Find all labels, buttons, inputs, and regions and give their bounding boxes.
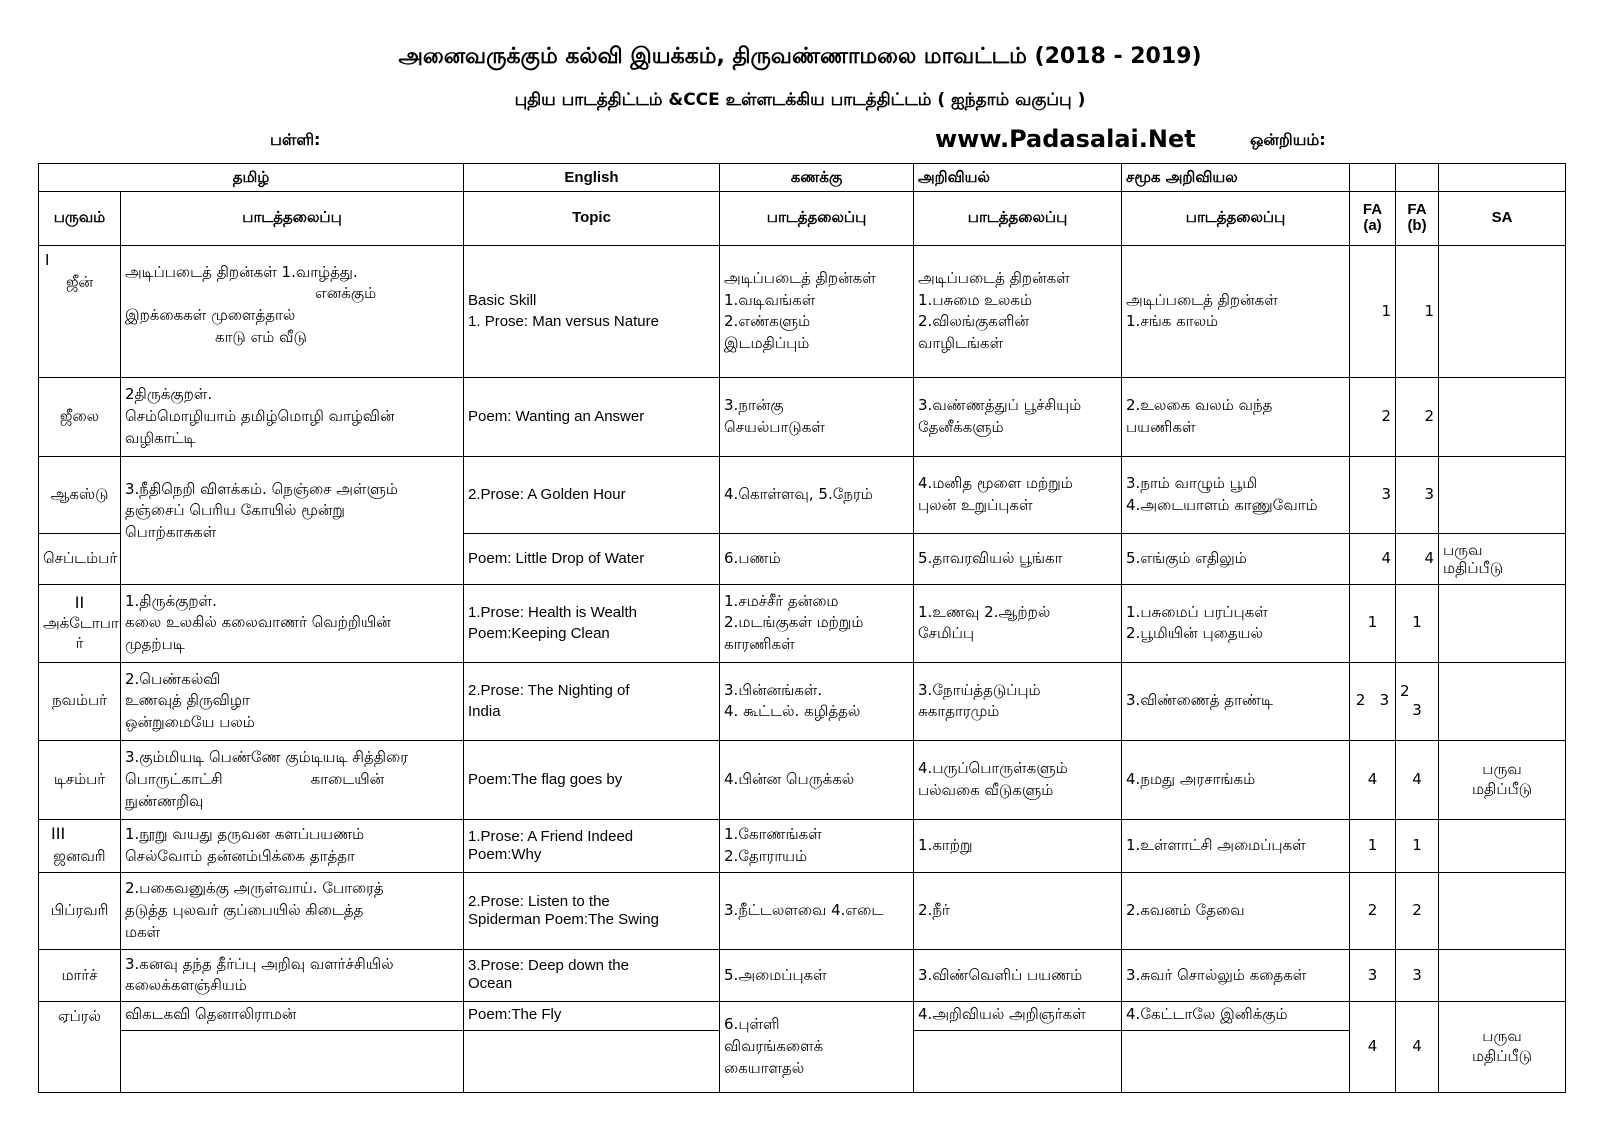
syllabus-table	[38, 163, 1566, 1093]
col-fa-b-line2: (b)	[1407, 217, 1427, 235]
blank-cell	[1396, 164, 1439, 192]
text-line: நுண்ணறிவு	[125, 791, 204, 810]
month-label: ஏப்ரல்	[39, 1001, 121, 1092]
table-row	[39, 662, 1566, 741]
fa-a-cell: 2	[1350, 378, 1396, 457]
col-social-topic: பாடத்தலைப்பு	[1122, 191, 1350, 245]
text-line: இறக்கைகள் முளைத்தால்	[125, 306, 296, 325]
text-line: எனக்கும்	[315, 284, 377, 303]
term-label: I	[45, 250, 50, 269]
science-cell: 2.நீர்	[914, 872, 1122, 950]
month-label: ஜீன்	[65, 272, 94, 291]
subject-header-row	[39, 164, 1566, 192]
fa-a-cell	[1350, 662, 1396, 741]
text-line: அடிப்படைத் திறன்கள்	[724, 268, 876, 287]
fa-value: 2	[1400, 681, 1410, 700]
fa-b-cell: 4	[1396, 534, 1439, 585]
text-line: 2.பூமியின் புதையல்	[1126, 624, 1263, 643]
table-row	[39, 378, 1566, 457]
maths-cell	[720, 819, 914, 872]
month-label: ஜனவரி	[53, 846, 106, 865]
social-cell: 4.கேட்டாலே இனிக்கும்	[1122, 1001, 1350, 1030]
text-line: 1.சமச்சீர் தன்மை	[724, 591, 839, 610]
social-cell	[1122, 456, 1350, 534]
text-line: 1.பசுமைப் பரப்புகள்	[1126, 602, 1268, 621]
maths-cell: 4.கொள்ளவு, 5.நேரம்	[720, 456, 914, 534]
text-line: 2.உலகை வலம் வந்த	[1126, 396, 1273, 415]
text-line: 2.விலங்குகளின்	[918, 312, 1029, 331]
text-line: செம்மொழியாம் தமிழ்மொழி வாழ்வின்	[125, 407, 395, 426]
subject-maths: கணக்கு	[720, 164, 914, 192]
text-line: கலை உலகில் கலைவாணர் வெற்றியின்	[125, 613, 391, 632]
text-line: 2.மடங்குகள் மற்றும்	[724, 613, 864, 632]
text-line: Spiderman Poem:The Swing	[468, 910, 659, 928]
english-cell	[464, 950, 720, 1002]
text-line: மகள்	[125, 922, 161, 941]
social-cell	[1122, 584, 1350, 662]
fa-a-cell: 1	[1350, 245, 1396, 377]
sa-cell	[1439, 456, 1566, 534]
col-english-topic: Topic	[464, 191, 720, 245]
english-cell	[464, 662, 720, 741]
text-line: புலன் உறுப்புகள்	[918, 496, 1033, 514]
social-cell: 5.எங்கும் எதிலும்	[1122, 534, 1350, 585]
table-row	[39, 872, 1566, 950]
text-line: 3.வண்ணத்துப் பூச்சியும்	[918, 396, 1082, 415]
fa-b-cell: 1	[1396, 584, 1439, 662]
blank-cell	[1439, 164, 1566, 192]
sa-cell	[1439, 950, 1566, 1002]
subject-english: English	[464, 164, 720, 192]
text-line: பயணிகள்	[1126, 417, 1196, 436]
month-label: டிசம்பர்	[39, 741, 121, 820]
page-subtitle: புதிய பாடத்திட்டம் &CCE உள்ளடக்கிய பாடத்திட்டம் ( ஐந்தாம் வகுப்பு )	[514, 90, 1086, 110]
science-cell: 4.அறிவியல் அறிஞர்கள்	[914, 1001, 1122, 1030]
text-line: 1.வடிவங்கள்	[724, 290, 816, 309]
english-cell	[464, 245, 720, 377]
text-part: காடையின்	[310, 770, 385, 789]
english-cell: Poem:The Fly	[464, 1001, 720, 1030]
text-line: சுகாதாரமும்	[918, 702, 1000, 721]
tamil-cell	[121, 662, 464, 741]
text-line: பருவ	[1482, 760, 1522, 779]
tamil-cell	[121, 950, 464, 1002]
text-part: பொருட்காட்சி	[125, 770, 223, 789]
table-row	[39, 819, 1566, 872]
text-line: கலைக்களஞ்சியம்	[125, 976, 247, 995]
science-cell: 3.விண்வெளிப் பயணம்	[914, 950, 1122, 1002]
science-cell	[914, 245, 1122, 377]
month-label: மார்ச்	[39, 950, 121, 1002]
term-label: III	[51, 823, 66, 843]
text-line: அடிப்படைத் திறன்கள்	[918, 268, 1070, 287]
science-cell: 1.காற்று	[914, 819, 1122, 872]
social-cell: 2.கவனம் தேவை	[1122, 872, 1350, 950]
text-line: பொற்காசுகள்	[125, 523, 217, 542]
fa-value: 3	[1412, 701, 1422, 720]
tamil-cell	[121, 456, 464, 584]
text-line: 2.தோராயம்	[724, 846, 808, 865]
maths-cell	[720, 245, 914, 377]
text-line: வழிகாட்டி	[125, 428, 196, 447]
fa-a-cell: 3	[1350, 950, 1396, 1002]
text-line: 3.நோய்த்தடுப்பும்	[918, 680, 1041, 699]
union-label: ஒன்றியம்:	[1250, 130, 1326, 149]
social-cell	[1122, 378, 1350, 457]
tamil-cell	[121, 584, 464, 662]
month-label: செப்டம்பர்	[39, 534, 121, 585]
table-row	[39, 1001, 1566, 1030]
english-cell	[464, 584, 720, 662]
text-line: சேமிப்பு	[918, 624, 975, 643]
text-line: 3.நாம் வாழும் பூமி	[1126, 474, 1258, 493]
blank-cell	[1350, 164, 1396, 192]
sa-cell	[1439, 378, 1566, 457]
english-cell	[464, 819, 720, 872]
fa-a-cell: 4	[1350, 741, 1396, 820]
fa-b-cell: 2	[1396, 378, 1439, 457]
sa-cell	[1439, 1001, 1566, 1092]
website-link[interactable]: www.Padasalai.Net	[935, 125, 1196, 153]
fa-b-cell: 3	[1396, 456, 1439, 534]
fa-b-cell: 1	[1396, 819, 1439, 872]
column-header-row	[39, 191, 1566, 245]
social-cell: 3.விண்ணைத் தாண்டி	[1122, 662, 1350, 741]
term-month-cell	[39, 245, 121, 377]
text-line: ஒன்றுமையே பலம்	[125, 713, 255, 732]
text-line: செயல்பாடுகள்	[724, 417, 825, 436]
text-line: 1.பசுமை உலகம்	[918, 290, 1033, 309]
fa-value: 3	[1379, 691, 1390, 710]
text-line: 6.புள்ளி	[724, 1015, 780, 1034]
text-line: Poem:Keeping Clean	[468, 625, 610, 643]
text-line: 2.எண்களும்	[724, 312, 811, 331]
text-line: செல்வோம் தன்னம்பிக்கை தாத்தா	[125, 846, 355, 865]
science-cell	[914, 456, 1122, 534]
maths-cell: 4.பின்ன பெருக்கல்	[720, 741, 914, 820]
text-line: காடு எம் வீடு	[215, 327, 307, 346]
text-line: 1.Prose: Health is Wealth	[468, 603, 637, 621]
text-line: 1.திருக்குறள்.	[125, 591, 217, 610]
tamil-cell	[121, 741, 464, 820]
sa-cell	[1439, 741, 1566, 820]
text-line: தேனீக்களும்	[918, 417, 1004, 436]
science-cell	[914, 584, 1122, 662]
maths-cell	[720, 584, 914, 662]
fa-a-cell: 3	[1350, 456, 1396, 534]
col-fa-a-line2: (a)	[1363, 217, 1382, 235]
col-fa-a	[1350, 191, 1396, 245]
sa-cell	[1439, 872, 1566, 950]
subject-science: அறிவியல்	[914, 164, 1122, 192]
social-cell	[1122, 245, 1350, 377]
text-line: 3.நீதிநெறி விளக்கம். நெஞ்சை அள்ளும்	[125, 479, 398, 498]
col-science-topic: பாடத்தலைப்பு	[914, 191, 1122, 245]
text-line: 4.அடையாளம் காணுவோம்	[1126, 496, 1318, 514]
fa-b-cell: 4	[1396, 1001, 1439, 1092]
sa-cell	[1439, 245, 1566, 377]
maths-cell: 5.அமைப்புகள்	[720, 950, 914, 1002]
english-cell: Poem:The flag goes by	[464, 741, 720, 820]
col-fa-a-line1: FA	[1362, 200, 1383, 218]
maths-cell	[720, 1001, 914, 1092]
text-line	[125, 769, 459, 791]
school-label: பள்ளி:	[270, 130, 321, 149]
social-cell: 1.உள்ளாட்சி அமைப்புகள்	[1122, 819, 1350, 872]
page-title: அனைவருக்கும் கல்வி இயக்கம், திருவண்ணாமலை மாவட்டம் (2018 - 2019)	[398, 44, 1202, 69]
text-line: Basic Skill	[468, 291, 537, 309]
blank-cell	[464, 1030, 720, 1092]
text-line: Poem:Why	[468, 845, 542, 863]
col-maths-topic: பாடத்தலைப்பு	[720, 191, 914, 245]
maths-cell: 6.பணம்	[720, 534, 914, 585]
social-cell: 4.நமது அரசாங்கம்	[1122, 741, 1350, 820]
month-label: ஆகஸ்டு	[39, 456, 121, 534]
term-month-cell	[39, 584, 121, 662]
text-line: பருவ	[1482, 1027, 1522, 1046]
text-line: வாழிடங்கள்	[918, 334, 1004, 353]
maths-cell	[720, 662, 914, 741]
text-line: மதிப்பீடு	[1443, 559, 1504, 578]
tamil-cell	[121, 378, 464, 457]
text-line: 2.Prose: The Nighting of	[468, 681, 630, 699]
sa-cell	[1439, 819, 1566, 872]
english-cell	[464, 872, 720, 950]
sa-cell	[1439, 534, 1566, 585]
col-term: பருவம்	[39, 191, 121, 245]
sa-cell	[1439, 584, 1566, 662]
text-line: 3.கனவு தந்த தீர்ப்பு அறிவு வளர்ச்சியில்	[125, 954, 394, 973]
fa-b-cell: 2	[1396, 872, 1439, 950]
fa-b-cell	[1396, 662, 1439, 741]
tamil-cell	[121, 872, 464, 950]
text-line: பருவ	[1443, 541, 1483, 560]
text-line: மதிப்பீடு	[1471, 779, 1533, 798]
english-cell: Poem: Wanting an Answer	[464, 378, 720, 457]
fa-a-cell: 4	[1350, 534, 1396, 585]
text-line: 3.நான்கு	[724, 396, 784, 415]
text-line: அடிப்படைத் திறன்கள்	[1126, 290, 1278, 309]
text-line: 2.Prose: Listen to the	[468, 892, 610, 910]
table-row	[39, 245, 1566, 377]
text-line: இடமதிப்பும்	[724, 334, 810, 353]
text-line: 2திருக்குறள்.	[125, 385, 213, 404]
table-row	[39, 741, 1566, 820]
subject-social: சமூக அறிவியல	[1122, 164, 1350, 192]
text-line: 2.பகைவனுக்கு அருள்வாய். போரைத்	[125, 879, 384, 898]
text-line: 1.Prose: A Friend Indeed	[468, 827, 634, 845]
fa-a-cell: 2	[1350, 872, 1396, 950]
text-line: உணவுத் திருவிழா	[125, 691, 250, 710]
science-cell	[914, 378, 1122, 457]
col-tamil-topic: பாடத்தலைப்பு	[121, 191, 464, 245]
science-cell	[914, 741, 1122, 820]
text-line: 4.மனித மூளை மற்றும்	[918, 474, 1073, 493]
term-label: II	[74, 593, 85, 613]
text-line: India	[468, 703, 501, 721]
text-line: Ocean	[468, 975, 513, 993]
fa-a-cell: 1	[1350, 584, 1396, 662]
sa-cell	[1439, 662, 1566, 741]
blank-cell	[121, 1030, 464, 1092]
col-fa-b-line1: FA	[1407, 200, 1427, 218]
month-label: ஜீலை	[39, 378, 121, 457]
text-line: 4. கூட்டல். கழித்தல்	[724, 702, 861, 721]
text-line: கையாளதல்	[724, 1058, 805, 1077]
text-line: 1.கோணங்கள்	[724, 824, 822, 843]
fa-b-cell: 4	[1396, 741, 1439, 820]
text-line: தடுத்த புலவர் குப்பையில் கிடைத்த	[125, 900, 364, 919]
month-label: அக்டோபா	[43, 614, 119, 633]
tamil-cell	[121, 819, 464, 872]
col-sa: SA	[1439, 191, 1566, 245]
text-line: பல்வகை வீடுகளும்	[918, 780, 1054, 799]
month-label: பிப்ரவரி	[39, 872, 121, 950]
month-label: நவம்பர்	[39, 662, 121, 741]
tamil-cell	[121, 245, 464, 377]
fa-b-cell: 1	[1396, 245, 1439, 377]
text-line: 1. Prose: Man versus Nature	[468, 313, 659, 331]
month-label: ர்	[75, 633, 84, 652]
text-line: காரணிகள்	[724, 635, 795, 654]
table-row	[39, 584, 1566, 662]
text-line: மதிப்பீடு	[1471, 1046, 1533, 1065]
text-line: 3.Prose: Deep down the	[468, 957, 629, 975]
science-cell: 5.தாவரவியல் பூங்கா	[914, 534, 1122, 585]
maths-cell: 3.நீட்டலளவை 4.எடை	[720, 872, 914, 950]
term-month-cell	[39, 819, 121, 872]
tamil-cell: விகடகவி தெனாலிராமன்	[121, 1001, 464, 1030]
col-fa-b	[1396, 191, 1439, 245]
text-line: 3.பின்னங்கள்.	[724, 680, 823, 699]
maths-cell	[720, 378, 914, 457]
text-line: தஞ்சைப் பெரிய கோயில் மூன்று	[125, 501, 345, 520]
text-line: 1.நூறு வயது தருவன களப்பயணம்	[125, 824, 365, 843]
fa-value: 2	[1355, 691, 1366, 710]
blank-cell	[914, 1030, 1122, 1092]
english-cell: Poem: Little Drop of Water	[464, 534, 720, 585]
text-line: அடிப்படைத் திறன்கள் 1.வாழ்த்து.	[125, 262, 358, 281]
fa-b-cell: 3	[1396, 950, 1439, 1002]
text-line: விவரங்களைக்	[724, 1037, 824, 1056]
text-line: 2.பெண்கல்வி	[125, 669, 221, 688]
table-row	[39, 950, 1566, 1002]
table-row	[39, 456, 1566, 534]
text-line: 3.கும்மியடி பெண்ணே கும்டியடி சித்திரை	[125, 748, 408, 767]
text-line: 1.சங்க காலம்	[1126, 312, 1219, 331]
social-cell: 3.சுவர் சொல்லும் கதைகள்	[1122, 950, 1350, 1002]
subject-tamil: தமிழ்	[39, 164, 464, 192]
blank-cell	[1122, 1030, 1350, 1092]
text-line: 1.உணவு 2.ஆற்றல்	[918, 602, 1051, 621]
fa-a-cell: 4	[1350, 1001, 1396, 1092]
text-line: 4.பருப்பொருள்களும்	[918, 759, 1068, 778]
science-cell	[914, 662, 1122, 741]
english-cell: 2.Prose: A Golden Hour	[464, 456, 720, 534]
fa-a-cell: 1	[1350, 819, 1396, 872]
text-line: முதற்படி	[125, 635, 185, 654]
